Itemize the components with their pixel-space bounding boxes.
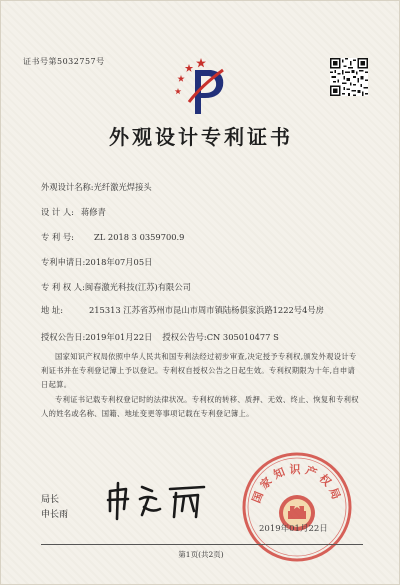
legal-paragraph-1: 国家知识产权局依照中华人民共和国专利法经过初步审查,决定授予专利权,颁发外观设计专利证书并在专利登记簿上予以登记。专利权自授权公告之日起生效。专利权期限为十年,自申请日起算。	[41, 352, 357, 390]
certificate-number: 证书号第5032757号	[23, 57, 105, 66]
footer-divider	[41, 544, 363, 545]
grant-date-value: 2019年01月22日	[85, 332, 153, 342]
qr-code-icon	[330, 58, 368, 96]
field-value: 光纤激光焊接头	[93, 182, 152, 192]
field-value: 蒋修青	[81, 207, 106, 217]
field-grant-info	[41, 331, 279, 343]
field-label: 专利申请日:	[41, 257, 86, 267]
grant-date-label: 授权公告日:	[41, 332, 86, 342]
field-value: 2018年07月05日	[85, 257, 153, 267]
legal-paragraph-2: 专利证书记载专利权登记时的法律状况。专利权的转移、质押、无效、终止、恢复和专利权人的姓名或名称、国籍、地址变更等事项记载在专利登记簿上。	[41, 395, 359, 419]
field-designer	[41, 206, 106, 218]
field-design-name	[41, 181, 152, 193]
seal-text: 国家知识产权局	[249, 463, 345, 505]
field-label: 专 利 权 人:	[41, 282, 85, 292]
field-label: 专 利 号:	[41, 232, 74, 242]
field-value: ZL 2018 3 0359700.9	[94, 232, 185, 242]
field-label: 外观设计名称:	[41, 182, 94, 192]
page-indicator: 第1页(共2页)	[178, 550, 224, 559]
field-label: 地 址:	[41, 305, 64, 315]
director-signature	[104, 479, 214, 521]
document-title: 外观设计专利证书	[109, 125, 293, 149]
patent-emblem-icon	[171, 56, 233, 118]
grant-pub-label: 授权公告号:	[162, 332, 207, 342]
field-label: 设 计 人:	[41, 207, 74, 217]
field-application-date	[41, 256, 152, 268]
field-patent-number	[41, 231, 184, 243]
grant-pub-value: CN 305010477 S	[206, 332, 279, 342]
director-title: 局长	[41, 495, 60, 505]
field-value: 215313 江苏省苏州市昆山市周市镇陆杨俱家浜路1222号4号房	[89, 305, 324, 315]
field-value: 闽春激光科技(江苏)有限公司	[84, 282, 191, 292]
seal-date: 2019年01月22日	[259, 524, 328, 534]
director-name: 申长雨	[41, 510, 69, 520]
national-emblem-icon	[241, 451, 353, 563]
field-address	[41, 304, 361, 316]
field-patentee	[41, 281, 191, 293]
